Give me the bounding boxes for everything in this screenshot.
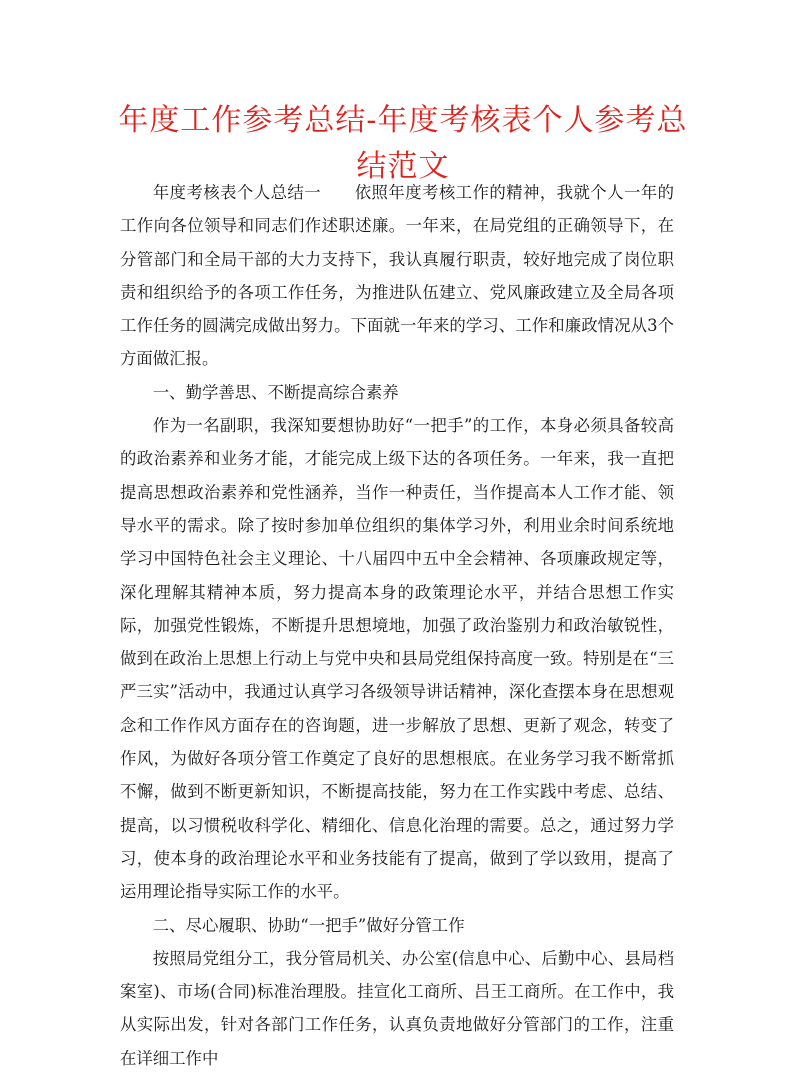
paragraph-duties: 按照局党组分工，我分管局机关、办公室(信息中心、后勤中心、县局档案室)、市场(合同)标准治理股。挂宣化工商所、吕王工商所。在工作中，我从实际出发，针对各部门工作任务，认真负责地做好分管部门的工作，注重在详细工作中 xyxy=(120,948,674,1068)
document-title: 年度工作参考总结-年度考核表个人参考总结范文 xyxy=(118,103,688,184)
section-heading-1: 一、勤学善思、不断提高综合素养 xyxy=(152,382,399,402)
section-heading-2: 二、尽心履职、协助“一把手”做好分管工作 xyxy=(152,915,465,935)
paragraph-intro: 年度考核表个人总结一 依照年度考核工作的精神，我就个人一年的工作向各位领导和同志们作述职述廉。一年来，在局党组的正确领导下，在分管部门和全局干部的大力支持下，我认真履行职责，较好地完成了岗位职责和组织给予的各项工作任务，为推进队伍建立、党风廉政建立及全局各项工作任务的圆满完成做出努力。下面就一年来的学习、工作和廉政情况从3个方面做汇报。 xyxy=(120,183,674,369)
document-body xyxy=(120,176,674,1075)
paragraph-study: 作为一名副职，我深知要想协助好“一把手”的工作，本身必须具备较高的政治素养和业务才能，才能完成上级下达的各项任务。一年来，我一直把提高思想政治素养和党性涵养，当作一种责任，当作提高本人工作才能、领导水平的需求。除了按时参加单位组织的集体学习外，利用业余时间系统地学习中国特色社会主义理论、十八届四中五中全会精神、各项廉政规定等，深化理解其精神本质，努力提高本身的政策理论水平，并结合思想工作实际，加强党性锻炼，不断提升思想境地，加强了政治鉴别力和政治敏锐性，做到在政治上思想上行动上与党中央和县局党组保持高度一致。特别是在“三严三实”活动中，我通过认真学习各级领导讲话精神，深化查摆本身在思想观念和工作作风方面存在的咨询题，进一步解放了思想、更新了观念，转变了作风，为做好各项分管工作奠定了良好的思想根底。在业务学习我不断常抓不懈，做到不断更新知识，不断提高技能，努力在工作实践中考虑、总结、提高，以习惯税收科学化、精细化、信息化治理的需要。总之，通过努力学习，使本身的政治理论水平和业务技能有了提高，做到了学以致用，提高了运用理论指导实际工作的水平。 xyxy=(120,416,674,902)
